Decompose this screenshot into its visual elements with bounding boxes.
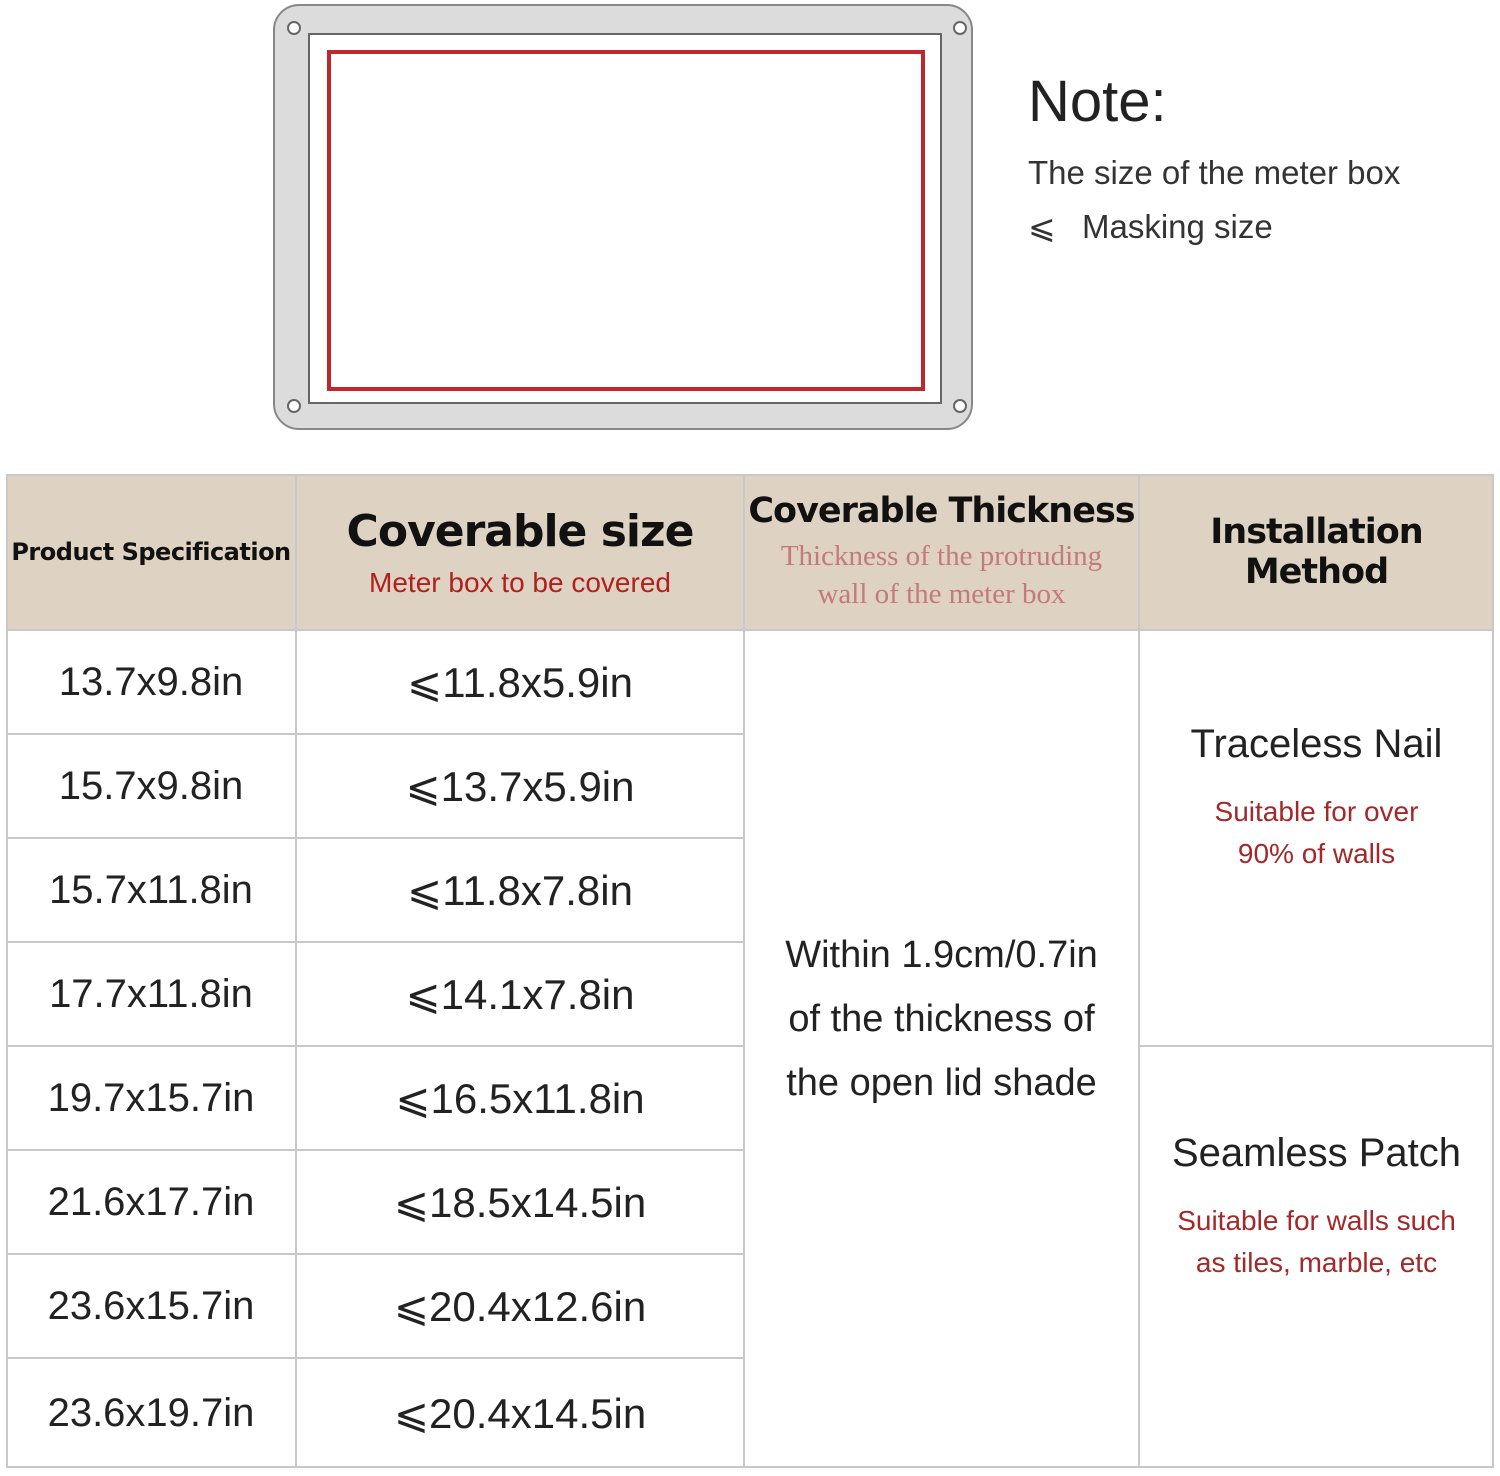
cover-value: ⩽14.1x7.8in <box>405 970 635 1018</box>
spec-value: 23.6x15.7in <box>47 1283 255 1328</box>
header-thickness-sub1: Thickness of the protruding <box>780 540 1103 572</box>
thickness-line2: of the thickness of <box>788 998 1095 1040</box>
grommet-icon <box>953 21 967 35</box>
note-title: Note: <box>1028 69 1167 134</box>
header-thickness-label: Coverable Thickness <box>748 491 1135 531</box>
method-sub2: 90% of walls <box>1237 837 1396 869</box>
grommet-icon <box>287 21 301 35</box>
spec-value: 21.6x17.7in <box>47 1179 255 1224</box>
note-masking-size: Masking size <box>1082 208 1273 245</box>
header-spec-label: Product Specification <box>11 538 291 566</box>
spec-value: 17.7x11.8in <box>49 971 253 1016</box>
cover-value: ⩽11.8x5.9in <box>407 658 633 706</box>
cover-inner-panel <box>308 33 942 404</box>
spec-value: 23.6x19.7in <box>47 1390 255 1435</box>
method-title: Traceless Nail <box>1190 721 1443 766</box>
header-coverable-size-label: Coverable size <box>346 505 694 557</box>
method-sub2: as tiles, marble, etc <box>1195 1246 1438 1278</box>
method-sub1: Suitable for over <box>1214 795 1419 827</box>
spec-value: 15.7x11.8in <box>49 867 253 912</box>
header-thickness-sub2: wall of the meter box <box>817 578 1066 610</box>
thickness-line3: the open lid shade <box>786 1062 1097 1104</box>
grommet-icon <box>953 399 967 413</box>
note-text-line2 <box>1028 207 1273 246</box>
spec-value: 19.7x15.7in <box>47 1075 255 1120</box>
meter-box-cover-illustration <box>273 4 973 430</box>
cover-value: ⩽16.5x11.8in <box>395 1074 645 1122</box>
cover-value: ⩽20.4x14.5in <box>393 1389 647 1437</box>
cover-value: ⩽13.7x5.9in <box>405 762 635 810</box>
table-border <box>6 474 1494 1468</box>
cover-value: ⩽11.8x7.8in <box>407 866 633 914</box>
thickness-line1: Within 1.9cm/0.7in <box>785 934 1098 976</box>
cover-value: ⩽18.5x14.5in <box>393 1178 647 1226</box>
grommet-icon <box>287 399 301 413</box>
masking-area-outline <box>327 50 925 391</box>
note-text-line1: The size of the meter box <box>1028 154 1401 191</box>
spec-value: 13.7x9.8in <box>58 659 244 704</box>
cover-value: ⩽20.4x12.6in <box>393 1282 647 1330</box>
less-or-equal-icon: ⩽ <box>1028 208 1056 245</box>
spec-table <box>6 474 1494 1468</box>
header-method-label: Installation Method <box>1210 512 1423 592</box>
header-coverable-size-sub: Meter box to be covered <box>369 566 671 598</box>
method-title: Seamless Patch <box>1171 1130 1462 1175</box>
method-sub1: Suitable for walls such <box>1177 1204 1456 1236</box>
spec-value: 15.7x9.8in <box>58 763 244 808</box>
